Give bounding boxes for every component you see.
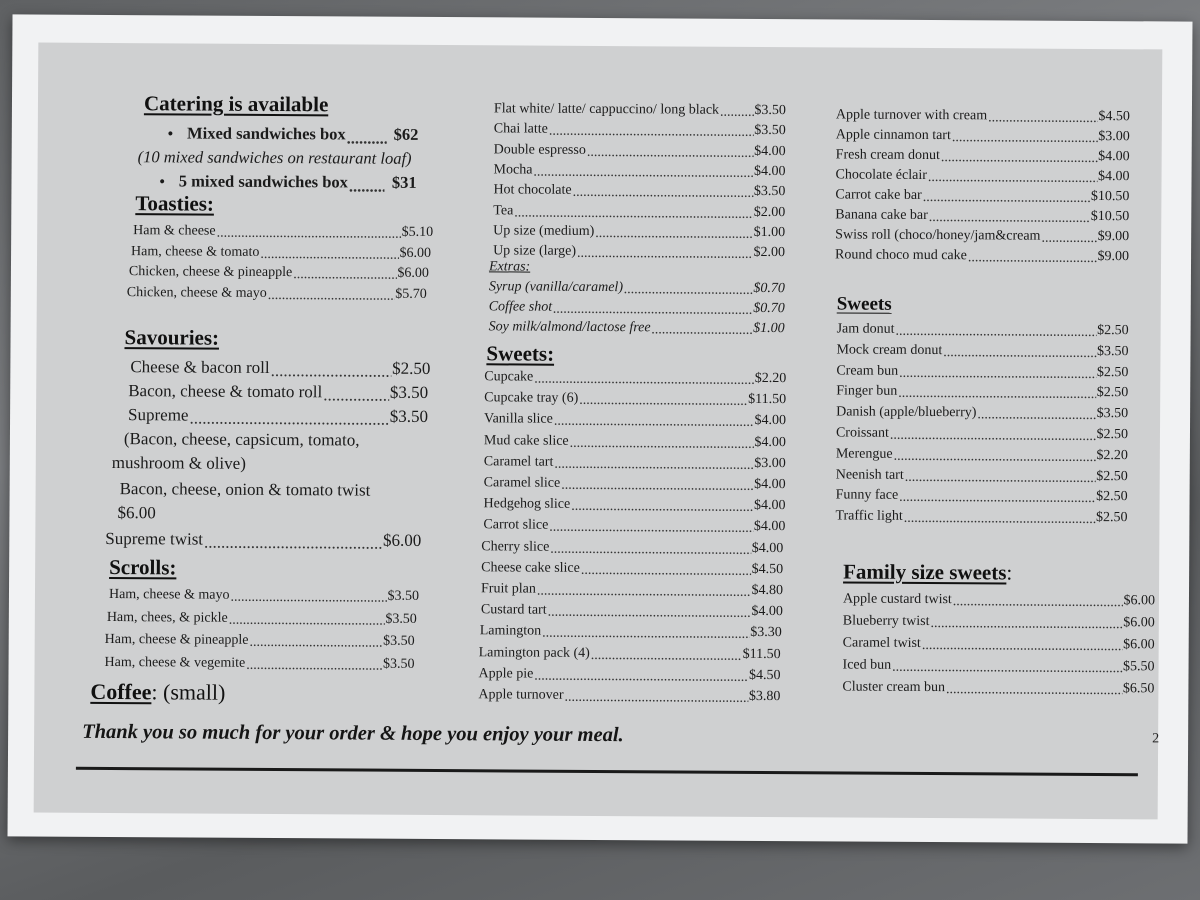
menu-item-name: Lamington pack (4)	[478, 644, 590, 661]
thank-you-message: Thank you so much for your order & hope you enjoy your meal.	[82, 720, 624, 747]
menu-item	[484, 433, 786, 451]
menu-item-price: $11.50	[742, 646, 781, 662]
savouries-heading: Savouries:	[124, 325, 220, 350]
menu-item	[836, 446, 1128, 464]
menu-item-price: $2.50	[1095, 510, 1128, 526]
leader-dots	[905, 469, 1096, 484]
leader-dots	[573, 185, 753, 200]
twist-item-name: Bacon, cheese, onion & tomato twist	[119, 479, 371, 500]
menu-item-price: $6.50	[1122, 681, 1155, 697]
menu-column-right	[822, 47, 1156, 697]
leader-dots	[534, 668, 748, 683]
leader-dots	[1041, 231, 1096, 245]
menu-item	[483, 496, 785, 514]
menu-item-price: $1.00	[753, 224, 786, 240]
menu-item-name: Hedgehog slice	[483, 496, 571, 513]
leader-dots	[968, 250, 1097, 265]
menu-item-price: $2.50	[1096, 489, 1128, 505]
menu-item-name: Caramel twist	[842, 635, 921, 651]
menu-item-price: $2.00	[753, 204, 786, 220]
leader-dots	[898, 386, 1096, 401]
menu-item-price: $3.50	[389, 406, 429, 426]
menu-item-name: Flat white/ latte/ cappuccino/ long black	[493, 101, 720, 118]
menu-item	[836, 107, 1130, 125]
menu-item	[493, 223, 785, 241]
leader-dots	[577, 246, 753, 261]
menu-item-name: Funny face	[835, 487, 899, 504]
menu-item	[105, 632, 415, 650]
menu-item	[481, 560, 783, 578]
menu-item-name: Croissant	[835, 425, 889, 441]
menu-item-price: $3.50	[385, 611, 417, 627]
leader-dots	[720, 105, 753, 119]
menu-item	[837, 321, 1129, 339]
menu-item	[836, 363, 1128, 381]
menu-item-name: Apple pie	[478, 666, 534, 682]
leader-dots	[323, 385, 389, 402]
leader-dots	[899, 365, 1096, 380]
menu-item-name: Ham, cheese & tomato	[131, 243, 260, 260]
menu-item-price: $6.00	[399, 245, 432, 261]
menu-item-name: Cluster cream bun	[842, 679, 946, 696]
menu-sheet	[34, 43, 1163, 820]
menu-item	[489, 299, 785, 317]
leader-dots	[268, 287, 395, 302]
menu-column-middle	[472, 45, 787, 705]
leader-dots	[549, 124, 754, 139]
menu-item-name: Chicken, cheese & mayo	[126, 284, 267, 301]
menu-item-name: Iced bun	[842, 657, 892, 673]
menu-item-price: $2.50	[1096, 364, 1129, 380]
menu-item	[109, 587, 419, 605]
menu-item-name: Coffee shot	[488, 299, 553, 315]
menu-item-name: Cheese & bacon roll	[130, 357, 270, 377]
menu-item	[480, 624, 782, 642]
menu-item-price: $10.50	[1090, 208, 1130, 225]
menu-item	[129, 264, 429, 282]
leader-dots	[652, 322, 753, 337]
menu-item-price: $4.00	[753, 519, 786, 535]
menu-item-name: Bacon, cheese & tomato roll	[128, 381, 323, 402]
menu-item-name: Finger bun	[836, 383, 898, 400]
leader-dots	[928, 170, 1097, 185]
leader-dots	[554, 457, 753, 472]
menu-item-price: $3.50	[1096, 343, 1129, 360]
menu-item-name: Caramel tart	[483, 454, 554, 470]
leader-dots	[941, 150, 1097, 165]
leader-dots	[249, 635, 382, 650]
menu-item	[835, 227, 1129, 245]
leader-dots	[189, 408, 388, 426]
menu-item-price: $4.00	[1098, 169, 1130, 185]
menu-item	[133, 223, 433, 241]
menu-item: • Mixed sandwiches box ..... $62	[168, 123, 468, 145]
menu-item-price: $3.50	[753, 184, 786, 200]
menu-item-price: $6.00	[397, 265, 429, 281]
menu-item	[484, 412, 786, 430]
menu-item-price: $4.50	[751, 561, 784, 577]
menu-item	[484, 454, 786, 472]
page-number: 2	[1152, 731, 1160, 747]
menu-item	[478, 687, 780, 705]
menu-item	[835, 509, 1127, 527]
menu-item-price: $3.00	[1098, 129, 1130, 145]
menu-item	[494, 122, 786, 140]
menu-item-name: Cupcake tray (6)	[484, 390, 579, 407]
menu-item	[835, 247, 1129, 265]
menu-item	[494, 101, 786, 119]
menu-item	[481, 581, 783, 599]
menu-item-price: $3.50	[383, 656, 415, 672]
menu-item-name: Blueberry twist	[842, 613, 930, 630]
menu-item-price: $3.50	[1096, 406, 1129, 422]
menu-item-name: Up size (large)	[493, 243, 577, 259]
menu-item	[128, 381, 428, 403]
menu-item-name: Ham, cheese & vegemite	[104, 654, 246, 671]
menu-item: • 5 mixed sandwiches box ..... $31	[159, 171, 469, 193]
menu-item-price: $3.30	[750, 625, 782, 641]
menu-item-name: Custard tart	[480, 602, 547, 618]
menu-item-price: $3.50	[383, 633, 415, 649]
menu-item	[127, 285, 427, 303]
menu-item-price: $10.50	[1090, 188, 1130, 205]
menu-item-name: Cherry slice	[481, 538, 550, 555]
menu-item	[836, 488, 1128, 506]
leader-dots	[904, 511, 1095, 526]
leader-dots	[534, 372, 754, 387]
menu-item	[836, 405, 1128, 423]
menu-item	[107, 609, 417, 627]
menu-item-price: $5.50	[1123, 659, 1155, 675]
menu-item-name: Ham, cheese & pineapple	[104, 631, 249, 648]
footer-rule	[76, 767, 1138, 776]
menu-item-name: Danish (apple/blueberry)	[836, 404, 977, 421]
menu-paper	[8, 14, 1193, 843]
menu-item-price: $4.50	[748, 667, 781, 683]
menu-item-name: Traffic light	[835, 508, 903, 525]
leader-dots	[533, 164, 753, 179]
menu-item-price: $2.50	[1096, 468, 1128, 484]
menu-item-price: $0.70	[753, 300, 785, 317]
catering-heading: Catering is available	[143, 91, 329, 117]
menu-item	[484, 475, 786, 493]
supreme-description: mushroom & olive)	[111, 453, 246, 473]
leader-dots	[549, 520, 753, 535]
menu-item-price: $0.70	[753, 280, 785, 297]
menu-item-price: $2.50	[1097, 323, 1129, 339]
menu-item-price: $3.50	[387, 588, 420, 604]
sweets-heading: Sweets:	[486, 341, 555, 366]
menu-item-price: $2.50	[1096, 385, 1129, 401]
menu-item-name: Mud cake slice	[483, 432, 569, 449]
menu-item	[489, 279, 785, 297]
menu-item-price: $4.00	[754, 163, 786, 180]
menu-item-price: $4.00	[1098, 149, 1130, 165]
menu-item-name: Carrot slice	[483, 517, 549, 534]
menu-item	[130, 357, 430, 379]
menu-item: Supreme twist ..... $6.00	[105, 529, 421, 551]
menu-item	[131, 244, 431, 262]
menu-item-price: $3.50	[754, 102, 786, 119]
leader-dots	[571, 499, 753, 514]
menu-item	[835, 187, 1129, 205]
menu-item-name: Mock cream donut	[836, 342, 943, 358]
menu-item-price: $2.20	[1096, 447, 1128, 464]
menu-item	[843, 657, 1155, 675]
leader-dots	[946, 682, 1122, 697]
menu-item-price: $4.00	[754, 434, 786, 450]
menu-item-name: Apple cinnamon tart	[835, 127, 951, 144]
menu-item	[481, 539, 783, 557]
menu-item-name: Ham & cheese	[133, 223, 216, 239]
menu-item-price: $5.70	[395, 286, 427, 302]
menu-item	[843, 635, 1155, 653]
menu-item	[479, 645, 781, 663]
menu-item-name: Cheese cake slice	[481, 560, 580, 576]
menu-item-price: $6.00	[1123, 637, 1155, 653]
menu-item-price: $6.00	[1123, 615, 1155, 631]
leader-dots	[554, 414, 754, 429]
menu-item	[836, 342, 1128, 360]
leader-dots	[624, 282, 752, 297]
menu-item	[836, 384, 1128, 402]
leader-dots	[271, 361, 392, 379]
menu-item-name: Supreme	[128, 405, 189, 425]
menu-item	[105, 654, 415, 672]
menu-item-name: Jam donut	[836, 321, 895, 337]
menu-item-name: Vanilla slice	[484, 411, 553, 428]
twist-item-price: $6.00	[117, 503, 156, 523]
leader-dots	[930, 616, 1122, 631]
menu-item-name: Fruit plan	[480, 581, 536, 597]
menu-item	[494, 142, 786, 160]
menu-item-price: $2.00	[753, 245, 786, 261]
leader-dots	[553, 302, 752, 317]
menu-item-price: $6.00	[1123, 593, 1156, 609]
menu-item	[489, 319, 785, 337]
leader-dots	[229, 612, 385, 627]
menu-item-name: Merengue	[835, 446, 893, 462]
menu-item	[484, 369, 786, 387]
leader-dots	[890, 428, 1096, 443]
menu-item-name: Lamington	[479, 623, 542, 640]
menu-item-name: Syrup (vanilla/caramel)	[488, 279, 624, 296]
leader-dots	[591, 648, 742, 663]
menu-item	[484, 390, 786, 408]
catering-note: (10 mixed sandwiches on restaurant loaf)	[137, 147, 412, 168]
leader-dots	[561, 478, 753, 493]
leader-dots	[542, 626, 749, 641]
menu-item-price: $4.80	[751, 582, 784, 599]
leader-dots	[988, 110, 1097, 125]
menu-item	[493, 243, 785, 261]
menu-item-name: Apple turnover with cream	[835, 107, 988, 124]
leader-dots	[581, 563, 751, 578]
scrolls-heading: Scrolls:	[109, 555, 177, 580]
menu-item-price: $3.00	[754, 455, 786, 471]
menu-item-price: $4.00	[751, 604, 783, 620]
menu-item-name: Fresh cream donut	[835, 147, 940, 164]
menu-item-name: Chai latte	[493, 121, 548, 137]
menu-item	[836, 425, 1128, 443]
menu-item-name: Mocha	[493, 162, 533, 178]
menu-item-price: $11.50	[748, 392, 787, 408]
menu-item-price: $4.50	[1098, 109, 1130, 125]
menu-item	[493, 203, 785, 221]
leader-dots	[217, 226, 401, 241]
menu-item	[478, 666, 780, 684]
menu-item	[128, 405, 428, 427]
menu-item-price: $4.00	[754, 143, 786, 159]
menu-item-name: Apple custard twist	[842, 591, 952, 608]
menu-item	[494, 162, 786, 180]
menu-item-name: Swiss roll (choco/honey/jam&cream	[835, 227, 1041, 244]
leader-dots	[570, 435, 754, 450]
menu-item-name: Round choco mud cake	[835, 247, 967, 264]
extras-label: Extras:	[488, 259, 531, 275]
leader-dots	[514, 205, 753, 220]
menu-item-name: Double espresso	[493, 141, 586, 158]
leader-dots	[952, 130, 1098, 145]
leader-dots	[260, 246, 398, 261]
menu-item-price: $2.50	[1096, 427, 1129, 443]
sweets-heading: Sweets	[836, 293, 892, 315]
menu-item-name: Neenish tart	[835, 467, 904, 483]
menu-item-price: $2.20	[754, 370, 787, 387]
leader-dots	[899, 490, 1095, 505]
menu-item-price: $1.00	[753, 320, 785, 337]
menu-item	[483, 518, 785, 536]
menu-item-price: $2.50	[392, 358, 431, 378]
menu-item-name: Up size (medium)	[493, 223, 595, 239]
leader-dots	[537, 584, 751, 599]
menu-item-name: Ham, cheese & mayo	[108, 587, 230, 603]
leader-dots	[579, 393, 747, 408]
leader-dots	[896, 324, 1097, 339]
leader-dots	[953, 594, 1123, 609]
menu-item-name: Tea	[493, 202, 514, 218]
leader-dots	[929, 210, 1090, 225]
menu-item	[493, 183, 785, 201]
menu-item	[843, 613, 1155, 631]
leader-dots	[977, 407, 1095, 422]
menu-item	[835, 207, 1129, 225]
leader-dots	[587, 145, 753, 160]
menu-item-name: Caramel slice	[483, 475, 561, 491]
menu-item	[836, 147, 1130, 165]
menu-item-name: Banana cake bar	[835, 207, 928, 223]
menu-item-name: Cream bun	[836, 363, 899, 379]
menu-item	[836, 467, 1128, 485]
menu-item-name: Soy milk/almond/lactose free	[488, 319, 651, 336]
leader-dots	[894, 449, 1096, 464]
menu-item-price: $4.00	[753, 498, 786, 514]
coffee-heading: Coffee: (small)	[90, 678, 226, 705]
menu-item	[481, 602, 783, 620]
menu-item-price: $4.00	[754, 413, 787, 429]
menu-item-price: $3.50	[754, 123, 786, 139]
menu-item	[843, 591, 1155, 609]
menu-item-name: Apple turnover	[478, 687, 564, 703]
menu-item-name: Carrot cake bar	[835, 187, 922, 203]
menu-column-left	[90, 43, 460, 705]
menu-item-price: $4.00	[751, 540, 784, 556]
leader-dots	[923, 190, 1090, 205]
toasties-heading: Toasties:	[135, 191, 215, 216]
menu-item	[836, 167, 1130, 185]
leader-dots	[943, 345, 1096, 360]
menu-item-price: $3.80	[748, 688, 781, 705]
menu-item	[842, 679, 1154, 697]
menu-item-price: $9.00	[1097, 229, 1130, 245]
leader-dots	[564, 690, 747, 705]
leader-dots	[922, 638, 1122, 653]
leader-dots	[246, 657, 382, 672]
menu-item-price: $5.10	[401, 224, 434, 240]
family-size-heading: Family size sweets:	[843, 559, 1013, 585]
menu-item-name: Chocolate éclair	[835, 167, 927, 183]
menu-item-name: Cupcake	[484, 369, 534, 385]
leader-dots	[230, 590, 386, 605]
menu-item-price: $3.50	[389, 382, 429, 402]
menu-item-name: Chicken, cheese & pineapple	[128, 264, 293, 281]
leader-dots	[548, 605, 751, 620]
menu-item-price: $4.00	[754, 476, 786, 493]
leader-dots	[892, 660, 1122, 675]
menu-item-name: Hot chocolate	[493, 182, 572, 199]
leader-dots	[595, 226, 752, 241]
leader-dots	[550, 541, 751, 556]
menu-item-price: $9.00	[1097, 249, 1130, 265]
menu-item	[836, 127, 1130, 145]
supreme-description: (Bacon, cheese, capsicum, tomato,	[123, 429, 360, 450]
menu-item-name: Ham, chees, & pickle	[106, 609, 228, 626]
leader-dots	[293, 267, 396, 282]
